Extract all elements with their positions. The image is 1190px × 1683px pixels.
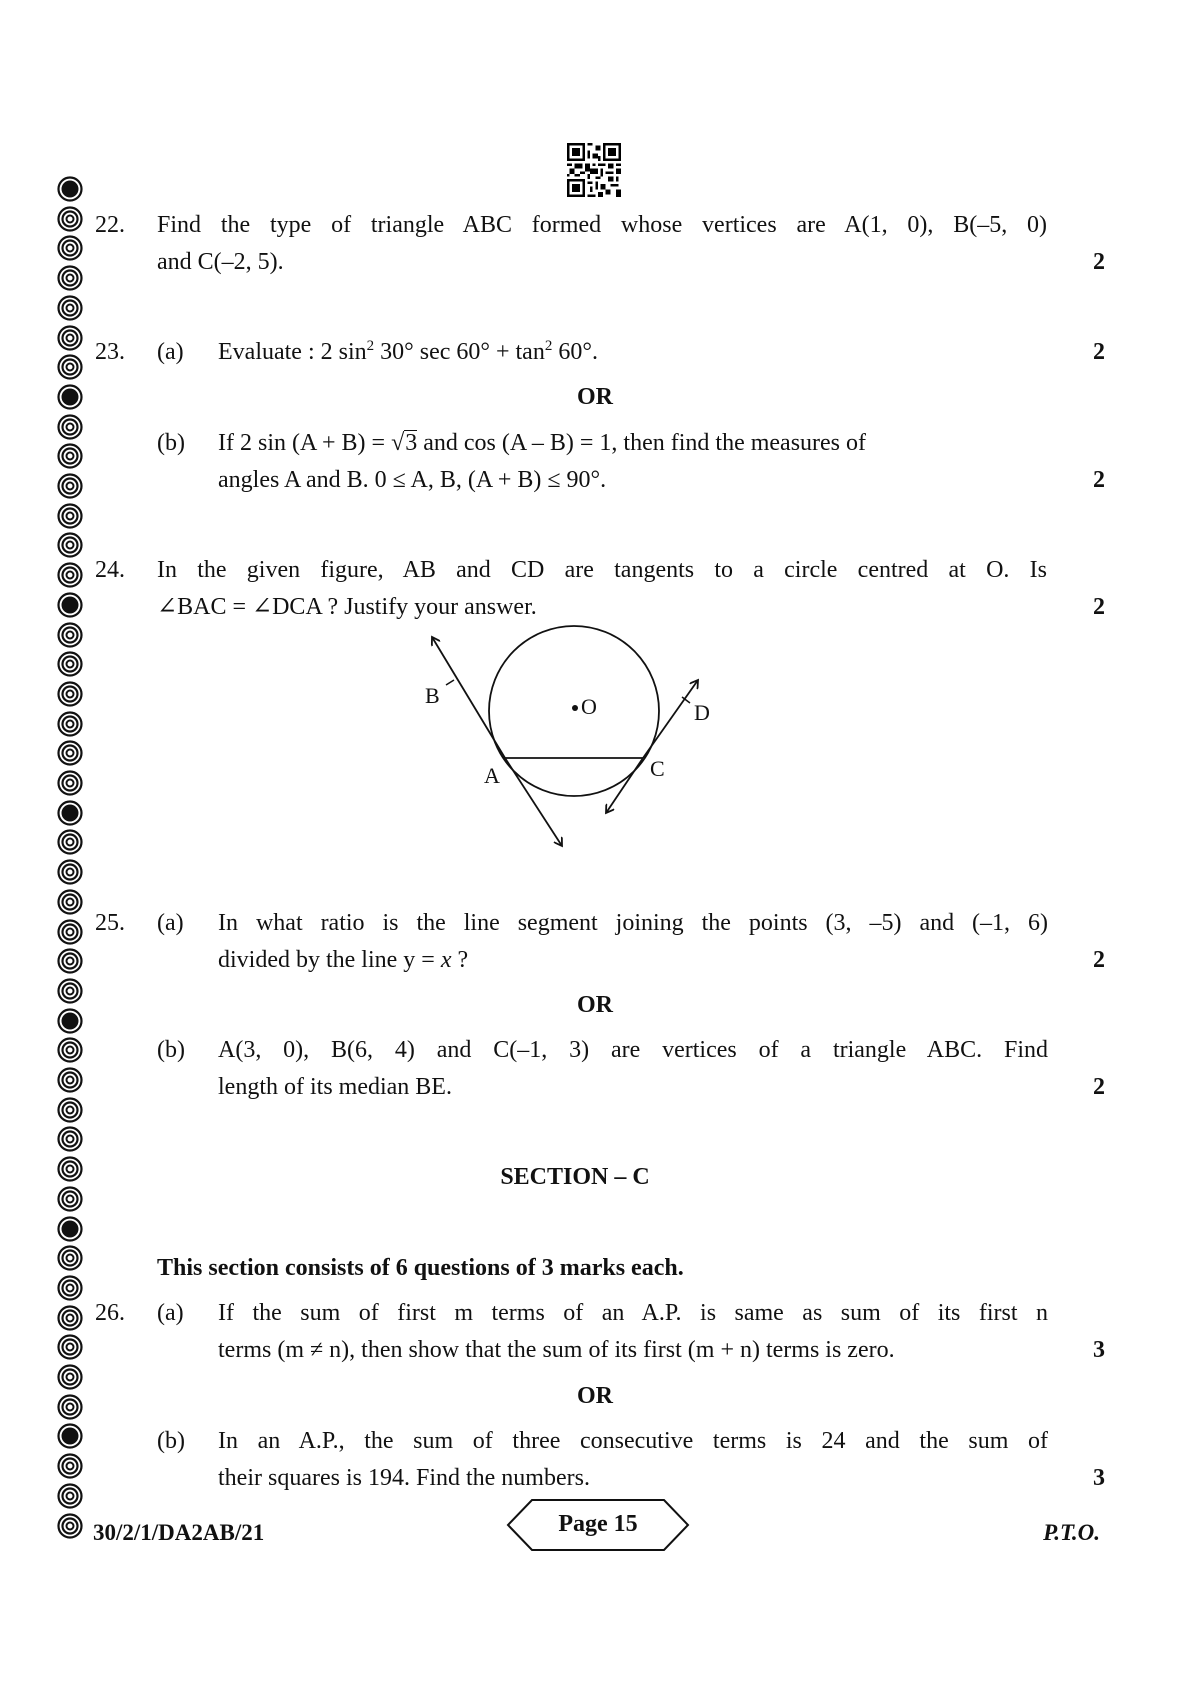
question-number-23: 23.	[95, 339, 125, 365]
concentric-circle-marker-icon	[57, 919, 83, 945]
section-c-description: This section consists of 6 questions of 3 marks each.	[157, 1255, 684, 1281]
qr-code	[566, 143, 622, 197]
question-23b-label: (b)	[157, 430, 185, 456]
concentric-circle-marker-icon	[57, 1483, 83, 1509]
question-24-text-line2: ∠BAC = ∠DCA ? Justify your answer.	[157, 594, 537, 620]
concentric-circle-marker-icon	[57, 829, 83, 855]
question-25a-marks: 2	[1093, 947, 1105, 973]
question-23a-marks: 2	[1093, 339, 1105, 365]
concentric-circle-marker-icon	[57, 651, 83, 677]
concentric-circle-marker-icon	[57, 1037, 83, 1063]
concentric-circle-marker-icon	[57, 443, 83, 469]
filled-circle-marker-icon	[57, 800, 83, 826]
question-26a-text-line1: If the sum of first m terms of an A.P. is same as sum of its first n	[218, 1300, 1048, 1326]
question-26b-label: (b)	[157, 1428, 185, 1454]
question-23a-label: (a)	[157, 339, 184, 365]
filled-circle-marker-icon	[57, 592, 83, 618]
concentric-circle-marker-icon	[57, 1067, 83, 1093]
question-25a-label: (a)	[157, 910, 184, 936]
concentric-circle-marker-icon	[57, 325, 83, 351]
question-23b-text-line1: If 2 sin (A + B) = √3 and cos (A – B) = 1, then find the measures of	[218, 430, 867, 456]
concentric-circle-marker-icon	[57, 681, 83, 707]
question-25b-text-line2: length of its median BE.	[218, 1074, 452, 1100]
concentric-circle-marker-icon	[57, 1245, 83, 1271]
label-C: C	[650, 756, 665, 781]
question-number-26: 26.	[95, 1300, 125, 1326]
concentric-circle-marker-icon	[57, 206, 83, 232]
question-number-25: 25.	[95, 910, 125, 936]
concentric-circle-marker-icon	[57, 1453, 83, 1479]
question-25b-marks: 2	[1093, 1074, 1105, 1100]
concentric-circle-marker-icon	[57, 859, 83, 885]
concentric-circle-marker-icon	[57, 532, 83, 558]
question-23b-text-line2: angles A and B. 0 ≤ A, B, (A + B) ≤ 90°.	[218, 467, 607, 493]
question-25a-text-line2: divided by the line y = x ?	[218, 947, 469, 973]
question-26b-marks: 3	[1093, 1465, 1105, 1491]
question-22-marks: 2	[1093, 249, 1105, 275]
concentric-circle-marker-icon	[57, 414, 83, 440]
concentric-circle-marker-icon	[57, 1305, 83, 1331]
concentric-circle-marker-icon	[57, 1334, 83, 1360]
question-23a-text: Evaluate : 2 $\sin^2 30^\circ$ $\sec 60^\circ + \tan^2 60^\circ$.	[218, 338, 598, 365]
question-26b-text-line1: In an A.P., the sum of three consecutive terms is 24 and the sum of	[218, 1428, 1048, 1454]
paper-code: 30/2/1/DA2AB/21	[93, 1520, 265, 1545]
filled-circle-marker-icon	[57, 1216, 83, 1242]
question-26a-text-line2: terms (m ≠ n), then show that the sum of its first (m + n) terms is zero.	[218, 1337, 895, 1363]
concentric-circle-marker-icon	[57, 622, 83, 648]
question-22-text-line2: and C(–2, 5).	[157, 249, 284, 275]
question-26b-text-line2: their squares is 194. Find the numbers.	[218, 1465, 590, 1491]
tangent-circle-figure	[400, 610, 760, 860]
concentric-circle-marker-icon	[57, 354, 83, 380]
concentric-circle-marker-icon	[57, 1275, 83, 1301]
or-separator-26: OR	[577, 1383, 613, 1409]
question-25b-label: (b)	[157, 1037, 185, 1063]
margin-markers	[57, 0, 87, 1683]
question-25a-text-line1: In what ratio is the line segment joining the points (3, –5) and (–1, 6)	[218, 910, 1048, 936]
section-c-title: SECTION – C	[500, 1164, 650, 1190]
concentric-circle-marker-icon	[57, 948, 83, 974]
please-turn-over: P.T.O.	[1043, 1520, 1100, 1545]
label-A: A	[484, 763, 500, 788]
question-22-text-line1: Find the type of triangle ABC formed whose vertices are A(1, 0), B(–5, 0)	[157, 212, 1047, 238]
concentric-circle-marker-icon	[57, 1097, 83, 1123]
concentric-circle-marker-icon	[57, 889, 83, 915]
question-25b-text-line1: A(3, 0), B(6, 4) and C(–1, 3) are vertices of a triangle ABC. Find	[218, 1037, 1048, 1063]
question-number-22: 22.	[95, 212, 125, 238]
label-B: B	[425, 683, 440, 708]
question-number-24: 24.	[95, 557, 125, 583]
concentric-circle-marker-icon	[57, 711, 83, 737]
concentric-circle-marker-icon	[57, 562, 83, 588]
question-26a-label: (a)	[157, 1300, 184, 1326]
question-23b-marks: 2	[1093, 467, 1105, 493]
concentric-circle-marker-icon	[57, 235, 83, 261]
concentric-circle-marker-icon	[57, 740, 83, 766]
label-D: D	[694, 700, 710, 725]
question-24-marks: 2	[1093, 594, 1105, 620]
concentric-circle-marker-icon	[57, 295, 83, 321]
filled-circle-marker-icon	[57, 1423, 83, 1449]
concentric-circle-marker-icon	[57, 1126, 83, 1152]
page-number: Page 15	[558, 1511, 638, 1537]
question-24-text-line1: In the given figure, AB and CD are tangents to a circle centred at O. Is	[157, 557, 1047, 583]
concentric-circle-marker-icon	[57, 1513, 83, 1539]
or-separator-23: OR	[577, 384, 613, 410]
label-O: O	[581, 694, 597, 719]
concentric-circle-marker-icon	[57, 265, 83, 291]
question-26a-marks: 3	[1093, 1337, 1105, 1363]
concentric-circle-marker-icon	[57, 473, 83, 499]
concentric-circle-marker-icon	[57, 770, 83, 796]
or-separator-25: OR	[577, 992, 613, 1018]
concentric-circle-marker-icon	[57, 503, 83, 529]
filled-circle-marker-icon	[57, 176, 83, 202]
